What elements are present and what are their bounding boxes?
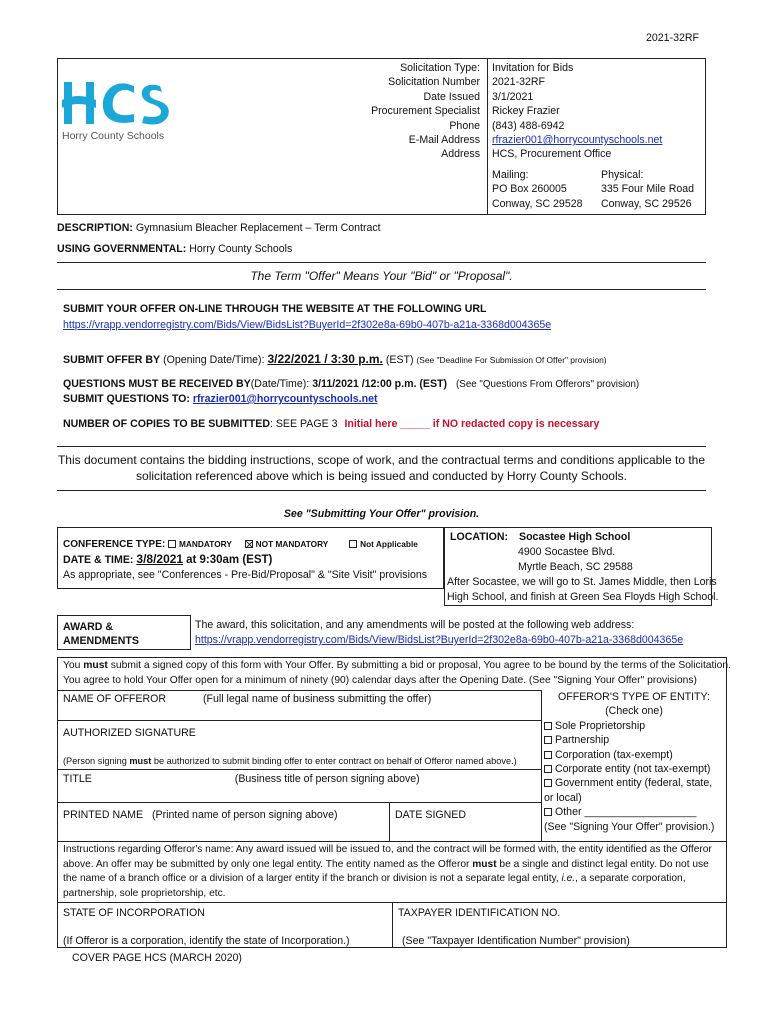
taxpayer-id-label: TAXPAYER IDENTIFICATION NO. [398, 907, 561, 919]
physical-label: Physical: [601, 169, 644, 181]
header-labels [300, 61, 480, 162]
value-email-link[interactable]: rfrazier001@horrycountyschools.net [492, 134, 663, 147]
instructions-line-2 [63, 858, 723, 873]
submit-offer-by [63, 352, 607, 367]
conference-date-value: 3/8/2021 [136, 552, 184, 566]
intro-text [57, 452, 706, 484]
instructions-line-3b: i.e. [561, 873, 576, 884]
conference-type [63, 539, 418, 550]
sole-proprietorship-checkbox[interactable] [544, 722, 552, 730]
label-date-issued: Date Issued [423, 90, 480, 103]
printed-name-hint: (Printed name of person signing above) [152, 809, 338, 821]
description [57, 221, 381, 235]
not-applicable-label: Not Applicable [360, 539, 418, 549]
location-line-3: After Socastee, we will go to St. James Middle, then Loris [447, 576, 717, 588]
printed-name-row [63, 808, 338, 822]
government-entity-label: Government entity (federal, state, [555, 777, 713, 790]
agreement-part-a: You [63, 660, 84, 671]
mailing-address [492, 168, 583, 211]
signature-hint-a: (Person signing [63, 756, 130, 766]
title-label: TITLE [63, 773, 92, 785]
using-governmental [57, 242, 292, 256]
questions-deadline [63, 377, 639, 392]
entity-option-partnership[interactable] [544, 733, 724, 747]
conference-date-time: DATE & TIME: 3/8/2021 at 9:30am (EST) [63, 552, 273, 566]
state-of-incorporation-label: STATE OF INCORPORATION [63, 907, 205, 919]
submit-by-note: (See "Deadline For Submission Of Offer" provision) [416, 355, 607, 365]
agreement-line-2: You agree to hold Your Offer open for a minimum of ninety (90) calendar days after the Opening Date. (See "Signing Your Offer" provisions) [63, 674, 697, 686]
label-solicitation-number: Solicitation Number [388, 76, 480, 89]
copies-initial-note: Initial here _____ if NO redacted copy is necessary [344, 418, 600, 430]
name-of-offeror-label: NAME OF OFFEROR [63, 693, 166, 705]
signature-hint-b: must [129, 756, 152, 766]
governmental-label: USING GOVERNMENTAL: [57, 243, 187, 255]
logo-name: Horry County Schools [62, 130, 165, 142]
value-procurement-specialist: Rickey Frazier [492, 105, 560, 118]
location-name: Socastee High School [519, 531, 631, 543]
submit-by-datetime: 3/22/2021 / 3:30 p.m. [267, 352, 383, 366]
entity-subheading: (Check one) [605, 705, 663, 718]
copies-value: : SEE PAGE 3 [269, 418, 338, 430]
mandatory-checkbox[interactable] [168, 540, 176, 548]
authorized-signature-label: AUTHORIZED SIGNATURE [63, 727, 196, 739]
header-values [492, 61, 662, 162]
signature-hint-c: be authorized to submit binding offer to enter contract on behalf of Offeror named above.) [151, 756, 517, 766]
entity-option-corp-exempt[interactable] [544, 748, 724, 762]
award-url-link[interactable]: https://vrapp.vendorregistry.com/Bids/View/BidsList?BuyerId=2f302e8a-69b0-407b-a21a-3368d004365e [195, 634, 684, 646]
mailing-label: Mailing: [492, 169, 529, 181]
location-line-4: High School, and finish at Green Sea Floyds High School. [447, 591, 719, 603]
location-label-row [450, 530, 630, 544]
questions-paren: (Date/Time): [250, 378, 310, 390]
corporation-exempt-checkbox[interactable] [544, 751, 552, 759]
doc-number: 2021-32RF [646, 32, 699, 44]
entity-option-government[interactable] [544, 776, 724, 790]
instructions-line-3c: , a separate corporation, [575, 873, 686, 884]
instructions-line-2a: above. An offer may be submitted by only one legal entity. The entity named as the Offeror [63, 858, 473, 870]
state-of-incorporation-hint: (If Offeror is a corporation, identify the state of Incorporation.) [63, 935, 350, 947]
value-solicitation-type: Invitation for Bids [492, 62, 574, 74]
other-checkbox[interactable] [544, 808, 552, 816]
not-mandatory-label: NOT MANDATORY [255, 539, 329, 549]
printed-name-field[interactable] [60, 822, 386, 838]
entity-option-other[interactable] [544, 805, 724, 819]
questions-datetime: 3/11/2021 /12:00 p.m. (EST) [312, 378, 448, 390]
submit-questions-label: SUBMIT QUESTIONS TO: [63, 393, 190, 405]
name-of-offeror [63, 692, 431, 706]
cover-page-footer: COVER PAGE HCS (MARCH 2020) [72, 952, 242, 964]
date-signed-label: DATE SIGNED [395, 809, 467, 821]
corporate-entity-checkbox[interactable] [544, 765, 552, 773]
governmental-value: Horry County Schools [189, 243, 293, 255]
entity-type [544, 690, 724, 834]
label-email: E-Mail Address [408, 134, 480, 147]
name-of-offeror-field[interactable] [60, 706, 538, 720]
instructions-line-2b: must [472, 858, 497, 870]
number-of-copies [63, 417, 599, 431]
instructions-line-1: Instructions regarding Offeror's name: Any award issued will be issued to, and the contract will be formed with, the entity identified as the Offeror [63, 844, 712, 855]
label-solicitation-type: Solicitation Type: [400, 62, 480, 74]
submit-by-label: SUBMIT OFFER BY [63, 354, 161, 366]
offeror-name-instructions [63, 843, 723, 901]
partnership-label: Partnership [555, 734, 610, 747]
instructions-line-3 [63, 872, 723, 887]
authorized-signature-field[interactable] [60, 740, 538, 754]
award-text: The award, this solicitation, and any amendments will be posted at the following web address: [195, 619, 635, 631]
conference-date-label: DATE & TIME [63, 554, 130, 566]
label-phone: Phone [449, 119, 480, 132]
corporation-exempt-label: Corporation (tax-exempt) [555, 748, 673, 761]
corporate-entity-label: Corporate entity (not tax-exempt) [555, 763, 711, 776]
award-label-1: AWARD & [63, 621, 114, 633]
mandatory-label: MANDATORY [179, 539, 232, 549]
mailing-line-1: PO Box 260005 [492, 183, 567, 196]
entity-option-corp-taxable[interactable] [544, 762, 724, 776]
taxpayer-id-field[interactable] [396, 920, 724, 932]
description-label: DESCRIPTION: [57, 222, 133, 234]
mailing-line-2: Conway, SC 29528 [492, 197, 583, 210]
instructions-line-2c: be a single and distinct legal entity. Do not use [496, 858, 709, 870]
value-address: HCS, Procurement Office [492, 148, 612, 161]
submit-by-paren: (Opening Date/Time): [163, 354, 265, 366]
agreement-part-c: submit a signed copy of this form with Your Offer. By submitting a bid or proposal, You agree to be bound by the terms of the Solicitation. [107, 660, 731, 671]
conference-time-value: at 9:30am (EST) [186, 554, 273, 566]
location-line-2: Myrtle Beach, SC 29588 [518, 561, 633, 573]
questions-email-link[interactable]: rfrazier001@horrycountyschools.net [192, 393, 378, 405]
submit-online-heading: SUBMIT YOUR OFFER ON-LINE THROUGH THE WEBSITE AT THE FOLLOWING URL [63, 303, 487, 315]
location-label: LOCATION: [450, 531, 509, 543]
questions-note: (See "Questions From Offerors" provision) [456, 379, 640, 390]
physical-line-2: Conway, SC 29526 [601, 197, 692, 210]
label-procurement-specialist: Procurement Specialist [371, 105, 480, 118]
location-line-1: 4900 Socastee Blvd. [518, 546, 616, 558]
not-mandatory-checkbox[interactable] [245, 540, 253, 548]
name-of-offeror-hint: (Full legal name of business submitting the offer) [202, 693, 432, 705]
entity-option-sole[interactable] [544, 719, 724, 733]
value-date-issued: 3/1/2021 [492, 90, 534, 103]
hcs-logo [62, 78, 182, 148]
government-entity-checkbox[interactable] [544, 779, 552, 787]
entity-note: (See "Signing Your Offer" provision.) [544, 820, 715, 833]
government-entity-cont: or local) [544, 791, 582, 804]
title-row [63, 772, 420, 786]
label-address: Address [441, 148, 480, 161]
not-applicable-checkbox[interactable] [349, 540, 357, 548]
agreement-line-1 [63, 659, 731, 674]
conference-type-label: CONFERENCE TYPE: [63, 539, 166, 550]
copies-label: NUMBER OF COPIES TO BE SUBMITTED [63, 418, 270, 430]
signature-hint [63, 756, 517, 766]
printed-name-label: PRINTED NAME [63, 809, 144, 821]
value-solicitation-number: 2021-32RF [492, 76, 545, 89]
partnership-checkbox[interactable] [544, 736, 552, 744]
physical-address [601, 168, 694, 211]
instructions-line-3a: the name of a branch office or a division of a larger entity if the branch or division is not a separate legal entity, [63, 873, 562, 884]
date-signed-field[interactable] [392, 822, 538, 838]
sole-proprietorship-label: Sole Proprietorship [555, 719, 646, 732]
see-submitting-note: See "Submitting Your Offer" provision. [283, 508, 480, 520]
title-field[interactable] [60, 786, 538, 800]
instructions-line-4: partnership, sole proprietorship, etc. [63, 887, 226, 899]
term-note: The Term "Offer" Means Your "Bid" or "Proposal". [250, 269, 513, 283]
agreement-part-b: must [83, 660, 108, 671]
description-value: Gymnasium Bleacher Replacement – Term Contract [135, 222, 381, 234]
state-of-incorporation-field[interactable] [60, 920, 388, 932]
agreement-text [63, 659, 731, 688]
conference-note: As appropriate, see "Conferences - Pre-Bid/Proposal" & "Site Visit" provisions [63, 569, 428, 581]
submit-online-url-link[interactable]: https://vrapp.vendorregistry.com/Bids/View/BidsList?BuyerId=2f302e8a-69b0-407b-a21a-3368d004365e [63, 319, 552, 331]
submit-questions [63, 392, 378, 406]
taxpayer-id-hint: (See "Taxpayer Identification Number" provision) [402, 935, 630, 947]
award-label-2: AMENDMENTS [63, 635, 139, 647]
physical-line-1: 335 Four Mile Road [601, 183, 695, 196]
title-hint: (Business title of person signing above) [234, 773, 420, 785]
value-phone: (843) 488-6942 [492, 119, 565, 132]
other-label: Other ___________________ [555, 806, 697, 819]
submit-by-tz: (EST) [385, 354, 414, 366]
intro-line-1: This document contains the bidding instructions, scope of work, and the contractual terms and conditions applicable to the [57, 453, 706, 467]
entity-heading: OFFEROR'S TYPE OF ENTITY: [558, 691, 710, 703]
questions-label: QUESTIONS MUST BE RECEIVED BY [63, 378, 251, 390]
intro-line-2: solicitation referenced above which is being issued and conducted by Horry County Schools. [136, 469, 627, 483]
